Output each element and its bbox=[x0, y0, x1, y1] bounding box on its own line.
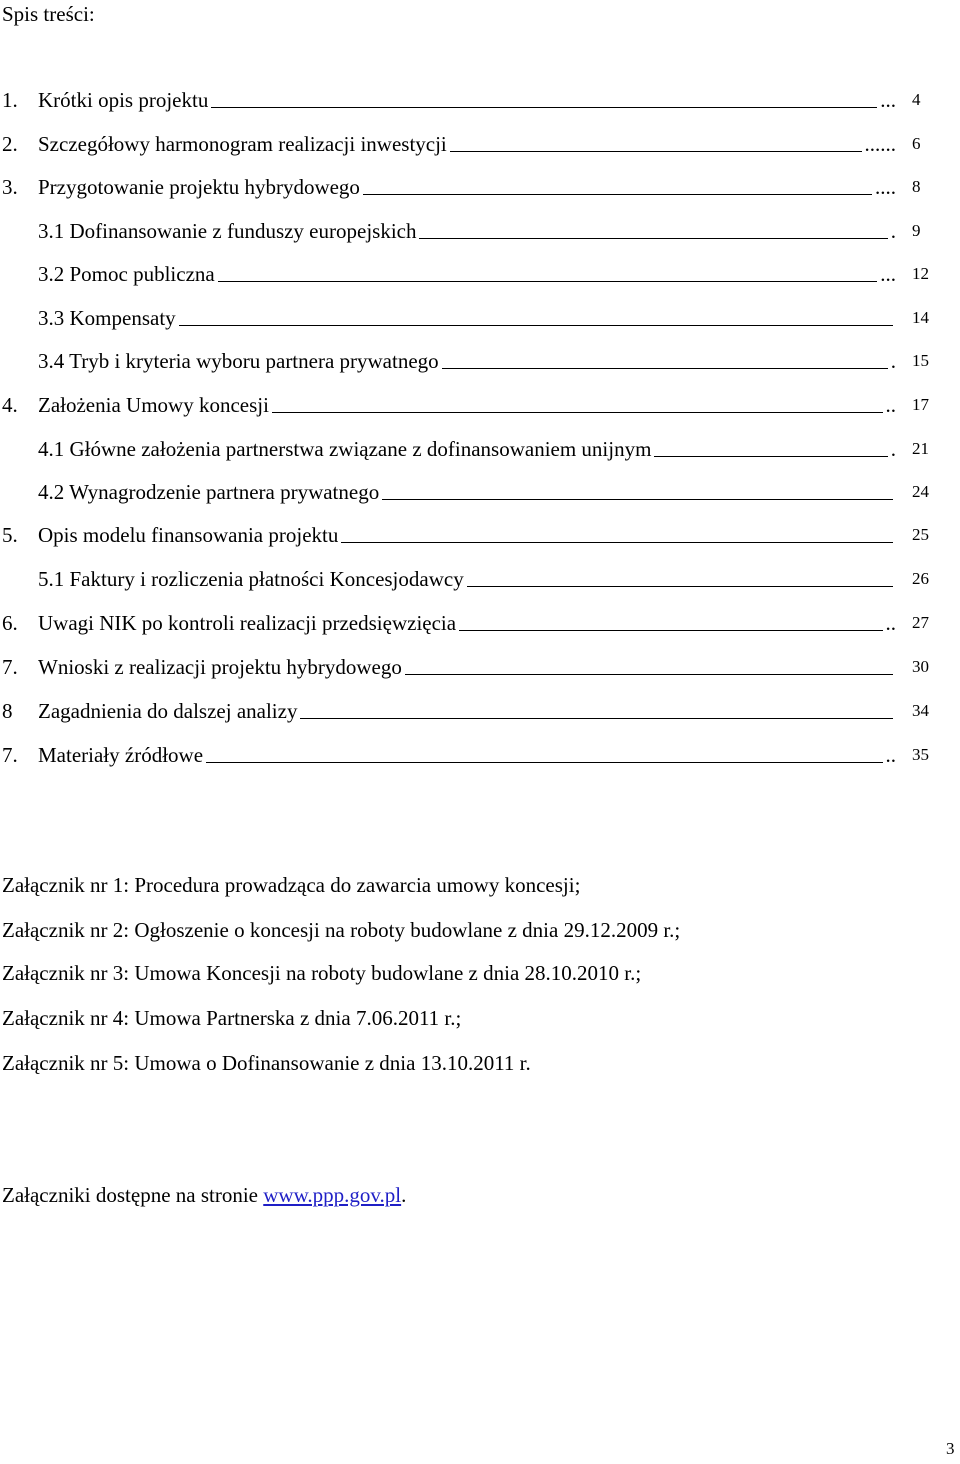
toc-row bbox=[0, 303, 960, 333]
toc-page-number: 34 bbox=[912, 701, 929, 720]
toc-number: 1. bbox=[2, 88, 18, 112]
toc-title bbox=[38, 390, 896, 420]
toc-row bbox=[0, 477, 960, 507]
toc-row bbox=[0, 346, 960, 376]
toc-leader bbox=[654, 434, 887, 457]
toc-row bbox=[0, 652, 960, 682]
toc-title bbox=[38, 740, 896, 770]
availability-suffix: . bbox=[401, 1183, 407, 1207]
toc-title-text: Zagadnienia do dalszej analizy bbox=[38, 699, 298, 723]
toc-title bbox=[38, 259, 896, 289]
toc-title-text: Materiały źródłowe bbox=[38, 743, 204, 767]
toc-title bbox=[38, 129, 896, 159]
toc-number: 4. bbox=[2, 393, 18, 417]
toc-row bbox=[0, 608, 960, 638]
toc-title-text: 4.2 Wynagrodzenie partnera prywatnego bbox=[38, 480, 380, 504]
toc-dots: ...... bbox=[864, 132, 896, 156]
toc-title-text: Opis modelu finansowania projektu bbox=[38, 523, 339, 547]
toc-dots: . bbox=[890, 349, 896, 373]
toc-title-text: 3.3 Kompensaty bbox=[38, 306, 176, 330]
toc-leader bbox=[300, 696, 893, 719]
toc-dots: . bbox=[890, 437, 896, 461]
toc-row bbox=[0, 390, 960, 420]
toc-title-text: Uwagi NIK po kontroli realizacji przedsięwzięcia bbox=[38, 611, 457, 635]
attachment-item: Załącznik nr 5: Umowa o Dofinansowanie z dnia 13.10.2011 r. bbox=[2, 1051, 531, 1075]
toc-title bbox=[38, 564, 896, 594]
toc-row bbox=[0, 85, 960, 115]
toc-row bbox=[0, 434, 960, 464]
toc-leader bbox=[419, 216, 887, 239]
attachment-item: Załącznik nr 4: Umowa Partnerska z dnia 7.06.2011 r.; bbox=[2, 1006, 462, 1030]
toc-leader bbox=[467, 564, 893, 587]
toc-leader bbox=[211, 85, 877, 108]
toc-title bbox=[38, 520, 896, 550]
toc-page-number: 26 bbox=[912, 569, 929, 588]
attachment-item: Załącznik nr 2: Ogłoszenie o koncesji na roboty budowlane z dnia 29.12.2009 r.; bbox=[2, 918, 681, 942]
toc-row bbox=[0, 259, 960, 289]
page-number: 3 bbox=[946, 1439, 955, 1458]
toc-row bbox=[0, 520, 960, 550]
toc-leader bbox=[442, 346, 888, 369]
toc-number: 5. bbox=[2, 523, 18, 547]
toc-page-number: 25 bbox=[912, 525, 929, 544]
toc-title-text: Wnioski z realizacji projektu hybrydowego bbox=[38, 655, 402, 679]
toc-number: 8 bbox=[2, 699, 13, 723]
toc-number: 6. bbox=[2, 611, 18, 635]
toc-page-number: 14 bbox=[912, 308, 929, 327]
toc-page-number: 24 bbox=[912, 482, 929, 501]
toc-dots: . bbox=[890, 219, 896, 243]
toc-row bbox=[0, 129, 960, 159]
toc-title-text: Założenia Umowy koncesji bbox=[38, 393, 269, 417]
toc-dots: ... bbox=[880, 262, 896, 286]
toc-dots: .... bbox=[875, 175, 896, 199]
toc-page-number: 35 bbox=[912, 745, 929, 764]
toc-row bbox=[0, 696, 960, 726]
availability-prefix: Załączniki dostępne na stronie bbox=[2, 1183, 264, 1207]
ppp-website-link[interactable]: www.ppp.gov.pl bbox=[263, 1183, 402, 1207]
toc-page-number: 21 bbox=[912, 439, 929, 458]
toc-title-text: Krótki opis projektu bbox=[38, 88, 209, 112]
page-heading: Spis treści: bbox=[2, 2, 95, 26]
toc-title-text: 5.1 Faktury i rozliczenia płatności Koncesjodawcy bbox=[38, 567, 464, 591]
toc-leader bbox=[179, 303, 893, 326]
toc-title-text: 3.1 Dofinansowanie z funduszy europejskich bbox=[38, 219, 417, 243]
toc-leader bbox=[450, 129, 862, 152]
toc-title bbox=[38, 303, 896, 333]
toc-title-text: 4.1 Główne założenia partnerstwa związane z dofinansowaniem unijnym bbox=[38, 437, 652, 461]
toc-title bbox=[38, 477, 896, 507]
toc-title bbox=[38, 346, 896, 376]
toc-leader bbox=[206, 740, 882, 763]
toc-title-text: Szczegółowy harmonogram realizacji inwestycji bbox=[38, 132, 447, 156]
toc-title-text: 3.2 Pomoc publiczna bbox=[38, 262, 215, 286]
toc-title bbox=[38, 608, 896, 638]
toc-title bbox=[38, 216, 896, 246]
toc-number: 7. bbox=[2, 743, 18, 767]
toc-row bbox=[0, 216, 960, 246]
toc-page-number: 17 bbox=[912, 395, 929, 414]
toc-leader bbox=[405, 652, 893, 675]
toc-page-number: 6 bbox=[912, 134, 921, 153]
toc-dots: .. bbox=[885, 743, 896, 767]
toc-number: 7. bbox=[2, 655, 18, 679]
toc-dots: .. bbox=[885, 393, 896, 417]
toc-page-number: 4 bbox=[912, 90, 921, 109]
toc-title-text: 3.4 Tryb i kryteria wyboru partnera prywatnego bbox=[38, 349, 439, 373]
toc-leader bbox=[459, 608, 882, 631]
toc-number: 2. bbox=[2, 132, 18, 156]
toc-page-number: 27 bbox=[912, 613, 929, 632]
toc-title bbox=[38, 85, 896, 115]
toc-page-number: 9 bbox=[912, 221, 921, 240]
toc-title bbox=[38, 652, 896, 682]
attachment-item: Załącznik nr 1: Procedura prowadząca do zawarcia umowy koncesji; bbox=[2, 873, 581, 897]
toc-row bbox=[0, 740, 960, 770]
toc-title bbox=[38, 434, 896, 464]
toc-page-number: 12 bbox=[912, 264, 929, 283]
toc-page-number: 15 bbox=[912, 351, 929, 370]
toc-title bbox=[38, 696, 896, 726]
toc-leader bbox=[272, 390, 883, 413]
toc-row bbox=[0, 564, 960, 594]
toc-dots: .. bbox=[885, 611, 896, 635]
toc-title-text: Przygotowanie projektu hybrydowego bbox=[38, 175, 360, 199]
toc-leader bbox=[382, 477, 893, 500]
attachment-item: Załącznik nr 3: Umowa Koncesji na roboty budowlane z dnia 28.10.2010 r.; bbox=[2, 961, 642, 985]
toc-leader bbox=[341, 520, 893, 543]
toc-leader bbox=[218, 259, 878, 282]
toc-page-number: 8 bbox=[912, 177, 921, 196]
toc-leader bbox=[363, 172, 872, 195]
toc-row bbox=[0, 172, 960, 202]
attachments-availability-note bbox=[2, 1180, 406, 1210]
toc-page-number: 30 bbox=[912, 657, 929, 676]
toc-title bbox=[38, 172, 896, 202]
toc-number: 3. bbox=[2, 175, 18, 199]
toc-dots: ... bbox=[880, 88, 896, 112]
